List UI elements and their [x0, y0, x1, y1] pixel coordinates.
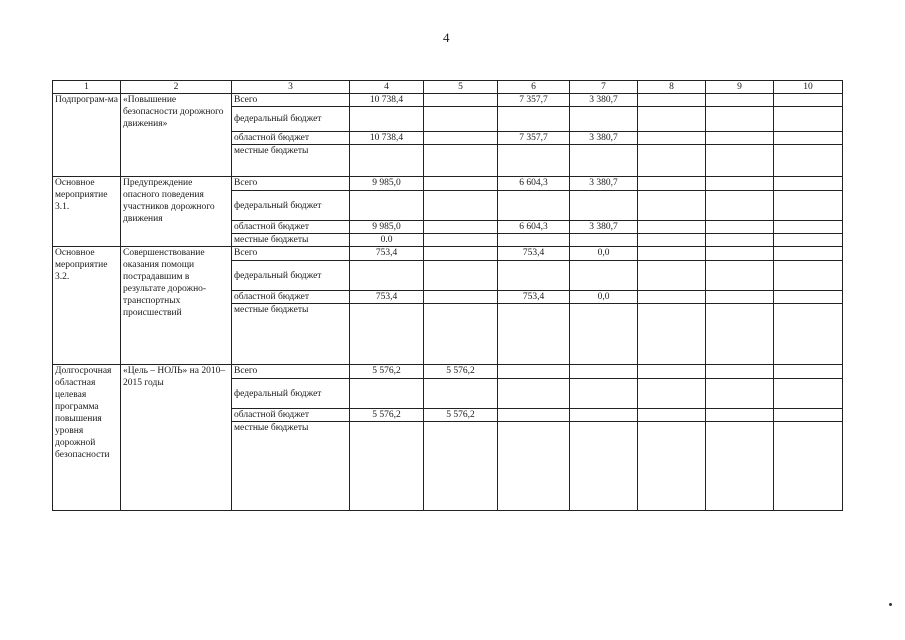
value-cell	[498, 191, 570, 221]
empty-cell	[638, 107, 706, 132]
value-cell	[424, 291, 498, 304]
value-cell: 0,0	[570, 247, 638, 261]
value-cell	[498, 379, 570, 409]
value-cell: 10 738,4	[350, 132, 424, 145]
empty-cell	[638, 291, 706, 304]
empty-cell	[638, 409, 706, 422]
funding-source: областной бюджет	[232, 409, 350, 422]
funding-source: Всего	[232, 177, 350, 191]
empty-cell	[774, 409, 843, 422]
empty-cell	[638, 234, 706, 247]
value-cell	[424, 261, 498, 291]
value-cell: 5 576,2	[424, 365, 498, 379]
empty-cell	[774, 291, 843, 304]
value-cell	[350, 145, 424, 177]
value-cell	[570, 379, 638, 409]
empty-cell	[774, 422, 843, 511]
empty-cell	[638, 221, 706, 234]
program-description: Совершенствование оказания помощи пострадавшим в результате дорожно-транспортных происшествий	[121, 247, 232, 365]
value-cell: 5 576,2	[350, 365, 424, 379]
program-name: Основное мероприятие 3.2.	[53, 247, 121, 365]
value-cell	[498, 422, 570, 511]
empty-cell	[638, 94, 706, 107]
value-cell	[570, 409, 638, 422]
value-cell	[424, 94, 498, 107]
program-description: «Повышение безопасности дорожного движения»	[121, 94, 232, 177]
scan-speck	[889, 603, 892, 606]
empty-cell	[706, 291, 774, 304]
empty-cell	[638, 247, 706, 261]
value-cell	[350, 107, 424, 132]
program-name: Долгосрочная областная целевая программа повышения уровня дорожной безопасности	[53, 365, 121, 511]
value-cell: 7 357,7	[498, 94, 570, 107]
value-cell: 753,4	[498, 291, 570, 304]
value-cell	[570, 107, 638, 132]
header-cell: 4	[350, 81, 424, 94]
empty-cell	[706, 379, 774, 409]
header-cell: 9	[706, 81, 774, 94]
empty-cell	[774, 191, 843, 221]
empty-cell	[706, 304, 774, 365]
table-row	[53, 365, 843, 379]
empty-cell	[638, 191, 706, 221]
program-description: «Цель – НОЛЬ» на 2010–2015 годы	[121, 365, 232, 511]
value-cell	[498, 234, 570, 247]
funding-source: Всего	[232, 365, 350, 379]
funding-source: федеральный бюджет	[232, 107, 350, 132]
empty-cell	[706, 365, 774, 379]
empty-cell	[706, 132, 774, 145]
funding-source: федеральный бюджет	[232, 379, 350, 409]
value-cell: 0.0	[350, 234, 424, 247]
value-cell	[424, 107, 498, 132]
funding-source: Всего	[232, 94, 350, 107]
funding-source: федеральный бюджет	[232, 191, 350, 221]
header-row	[53, 81, 843, 94]
value-cell	[350, 191, 424, 221]
value-cell: 10 738,4	[350, 94, 424, 107]
empty-cell	[638, 422, 706, 511]
funding-source: областной бюджет	[232, 221, 350, 234]
empty-cell	[638, 379, 706, 409]
funding-source: местные бюджеты	[232, 145, 350, 177]
empty-cell	[706, 247, 774, 261]
funding-source: местные бюджеты	[232, 422, 350, 511]
empty-cell	[774, 379, 843, 409]
value-cell	[424, 247, 498, 261]
value-cell: 3 380,7	[570, 221, 638, 234]
funding-source: местные бюджеты	[232, 234, 350, 247]
empty-cell	[706, 177, 774, 191]
empty-cell	[774, 221, 843, 234]
value-cell	[498, 107, 570, 132]
header-cell: 1	[53, 81, 121, 94]
header-cell: 5	[424, 81, 498, 94]
funding-source: областной бюджет	[232, 291, 350, 304]
funding-source: Всего	[232, 247, 350, 261]
value-cell	[424, 132, 498, 145]
empty-cell	[638, 304, 706, 365]
value-cell: 6 604,3	[498, 221, 570, 234]
budget-table	[52, 80, 843, 511]
value-cell	[570, 234, 638, 247]
value-cell	[498, 365, 570, 379]
value-cell	[570, 365, 638, 379]
value-cell	[350, 422, 424, 511]
value-cell	[498, 304, 570, 365]
program-name: Основное мероприятие 3.1.	[53, 177, 121, 247]
value-cell	[424, 422, 498, 511]
value-cell	[424, 145, 498, 177]
empty-cell	[706, 422, 774, 511]
value-cell: 753,4	[350, 291, 424, 304]
header-cell: 7	[570, 81, 638, 94]
value-cell	[498, 145, 570, 177]
value-cell: 9 985,0	[350, 221, 424, 234]
empty-cell	[706, 261, 774, 291]
value-cell	[424, 177, 498, 191]
value-cell	[424, 221, 498, 234]
value-cell: 0,0	[570, 291, 638, 304]
empty-cell	[774, 261, 843, 291]
value-cell	[570, 145, 638, 177]
header-cell: 8	[638, 81, 706, 94]
empty-cell	[638, 145, 706, 177]
value-cell	[424, 191, 498, 221]
value-cell	[498, 409, 570, 422]
value-cell	[350, 304, 424, 365]
header-cell: 3	[232, 81, 350, 94]
value-cell: 7 357,7	[498, 132, 570, 145]
empty-cell	[706, 191, 774, 221]
funding-source: местные бюджеты	[232, 304, 350, 365]
value-cell: 3 380,7	[570, 177, 638, 191]
empty-cell	[774, 94, 843, 107]
empty-cell	[706, 94, 774, 107]
value-cell	[570, 261, 638, 291]
empty-cell	[638, 132, 706, 145]
empty-cell	[774, 234, 843, 247]
empty-cell	[638, 261, 706, 291]
value-cell	[424, 304, 498, 365]
empty-cell	[706, 107, 774, 132]
value-cell	[424, 234, 498, 247]
empty-cell	[774, 304, 843, 365]
empty-cell	[638, 365, 706, 379]
value-cell: 3 380,7	[570, 94, 638, 107]
value-cell	[570, 422, 638, 511]
header-cell: 10	[774, 81, 843, 94]
value-cell: 5 576,2	[424, 409, 498, 422]
value-cell	[424, 379, 498, 409]
empty-cell	[774, 107, 843, 132]
value-cell	[570, 304, 638, 365]
empty-cell	[774, 365, 843, 379]
value-cell	[570, 191, 638, 221]
value-cell	[498, 261, 570, 291]
value-cell: 6 604,3	[498, 177, 570, 191]
program-name: Подпрограм-ма	[53, 94, 121, 177]
program-description: Предупреждение опасного поведения участников дорожного движения	[121, 177, 232, 247]
empty-cell	[774, 177, 843, 191]
empty-cell	[774, 145, 843, 177]
empty-cell	[706, 234, 774, 247]
value-cell	[350, 261, 424, 291]
table-row	[53, 94, 843, 107]
funding-source: федеральный бюджет	[232, 261, 350, 291]
funding-source: областной бюджет	[232, 132, 350, 145]
empty-cell	[706, 221, 774, 234]
value-cell	[350, 379, 424, 409]
value-cell: 753,4	[350, 247, 424, 261]
empty-cell	[774, 247, 843, 261]
table-row	[53, 177, 843, 191]
header-cell: 2	[121, 81, 232, 94]
table-row	[53, 247, 843, 261]
value-cell: 753,4	[498, 247, 570, 261]
empty-cell	[706, 145, 774, 177]
value-cell: 3 380,7	[570, 132, 638, 145]
header-cell: 6	[498, 81, 570, 94]
empty-cell	[638, 177, 706, 191]
value-cell: 9 985,0	[350, 177, 424, 191]
value-cell: 5 576,2	[350, 409, 424, 422]
page-number: 4	[443, 30, 450, 45]
empty-cell	[706, 409, 774, 422]
empty-cell	[774, 132, 843, 145]
